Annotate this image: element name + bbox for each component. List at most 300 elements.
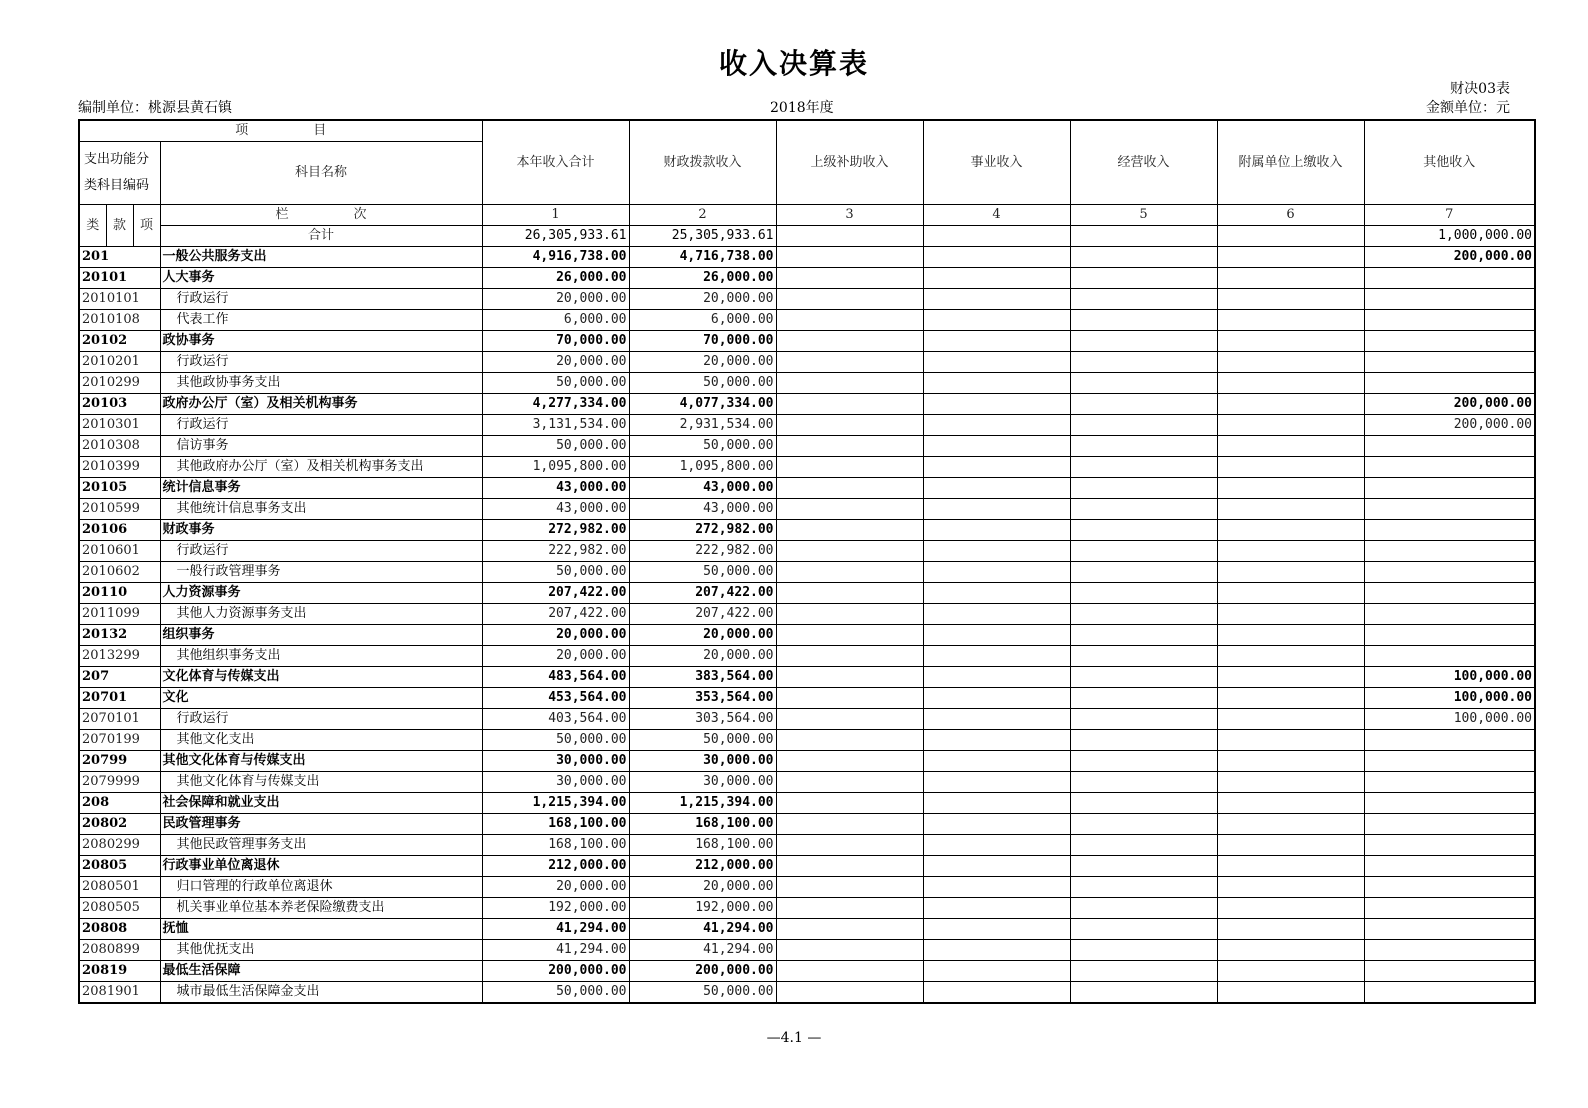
row-value (1364, 961, 1535, 982)
header-func-code-line1: 支出功能分 (84, 152, 150, 167)
row-subject-name: 其他优抚支出 (160, 940, 482, 961)
row-value: 168,100.00 (629, 814, 776, 835)
row-value (1070, 919, 1217, 940)
row-value (1364, 583, 1535, 604)
row-value (923, 352, 1070, 373)
row-value (776, 856, 923, 877)
row-value: 50,000.00 (629, 730, 776, 751)
row-subject-name: 其他政府办公厅（室）及相关机构事务支出 (160, 457, 482, 478)
row-value (1070, 646, 1217, 667)
row-value: 222,982.00 (482, 541, 629, 562)
row-value: 4,716,738.00 (629, 247, 776, 268)
row-code: 2010399 (79, 457, 160, 478)
row-value (776, 373, 923, 394)
row-value (1364, 310, 1535, 331)
row-value (1217, 583, 1364, 604)
row-value (1070, 982, 1217, 1004)
row-value (776, 562, 923, 583)
row-subject-name: 最低生活保障 (160, 961, 482, 982)
row-code: 2081901 (79, 982, 160, 1004)
header-xiang: 项 (133, 205, 160, 247)
row-value (1364, 499, 1535, 520)
row-value (1217, 667, 1364, 688)
row-value (1217, 373, 1364, 394)
row-value (1070, 541, 1217, 562)
header-col-1: 本年收入合计 (482, 120, 629, 205)
header-col-3: 上级补助收入 (776, 120, 923, 205)
row-value (776, 688, 923, 709)
row-code: 2010599 (79, 499, 160, 520)
row-code: 207 (79, 667, 160, 688)
row-value: 70,000.00 (629, 331, 776, 352)
row-code: 208 (79, 793, 160, 814)
row-value (923, 625, 1070, 646)
row-code: 2010301 (79, 415, 160, 436)
row-subject-name: 政府办公厅（室）及相关机构事务 (160, 394, 482, 415)
header-item: 项 目 (79, 120, 482, 142)
row-value: 70,000.00 (482, 331, 629, 352)
row-value: 6,000.00 (629, 310, 776, 331)
row-value (776, 499, 923, 520)
row-value (1070, 772, 1217, 793)
row-code: 201 (79, 247, 160, 268)
table-row (79, 247, 1535, 268)
row-value (923, 646, 1070, 667)
row-value (776, 268, 923, 289)
row-value: 272,982.00 (629, 520, 776, 541)
table-row (79, 373, 1535, 394)
row-value (923, 940, 1070, 961)
row-value (1217, 646, 1364, 667)
row-value: 50,000.00 (482, 730, 629, 751)
row-value (1070, 961, 1217, 982)
unit-label: 金额单位：元 (1426, 100, 1510, 116)
row-value: 20,000.00 (482, 352, 629, 373)
row-value (1364, 289, 1535, 310)
table-row (79, 499, 1535, 520)
table-row (79, 898, 1535, 919)
row-value (776, 604, 923, 625)
row-code: 2080899 (79, 940, 160, 961)
row-value (1217, 772, 1364, 793)
row-subject-name: 代表工作 (160, 310, 482, 331)
row-value: 6,000.00 (482, 310, 629, 331)
row-subject-name: 一般行政管理事务 (160, 562, 482, 583)
header-col-5: 经营收入 (1070, 120, 1217, 205)
table-row (79, 625, 1535, 646)
row-value (1070, 688, 1217, 709)
row-value: 41,294.00 (482, 919, 629, 940)
row-value (1217, 730, 1364, 751)
row-code: 2011099 (79, 604, 160, 625)
row-value (1217, 268, 1364, 289)
row-value (923, 961, 1070, 982)
row-subject-name: 文化 (160, 688, 482, 709)
row-value: 353,564.00 (629, 688, 776, 709)
row-subject-name: 其他文化体育与传媒支出 (160, 751, 482, 772)
row-value (1217, 877, 1364, 898)
row-value (1070, 268, 1217, 289)
row-value (923, 478, 1070, 499)
row-code: 20819 (79, 961, 160, 982)
row-value (923, 604, 1070, 625)
row-value (1070, 310, 1217, 331)
row-value (1217, 856, 1364, 877)
page-title: 收入决算表 (718, 47, 869, 80)
row-code: 2079999 (79, 772, 160, 793)
row-value: 168,100.00 (482, 814, 629, 835)
row-value: 20,000.00 (629, 625, 776, 646)
row-value: 30,000.00 (629, 772, 776, 793)
table-row (79, 436, 1535, 457)
row-value (1070, 709, 1217, 730)
row-value (923, 289, 1070, 310)
row-subject-name: 人力资源事务 (160, 583, 482, 604)
row-subject-name: 其他人力资源事务支出 (160, 604, 482, 625)
row-value (776, 352, 923, 373)
table-row (79, 751, 1535, 772)
row-value: 207,422.00 (482, 604, 629, 625)
row-value (776, 709, 923, 730)
row-value (1070, 625, 1217, 646)
row-value: 222,982.00 (629, 541, 776, 562)
table-row (79, 667, 1535, 688)
row-value (1364, 793, 1535, 814)
row-value (776, 751, 923, 772)
row-value (923, 856, 1070, 877)
row-value (1217, 751, 1364, 772)
row-value (1070, 289, 1217, 310)
row-code: 20110 (79, 583, 160, 604)
row-value (776, 793, 923, 814)
row-value: 20,000.00 (629, 646, 776, 667)
row-value: 483,564.00 (482, 667, 629, 688)
row-value: 4,277,334.00 (482, 394, 629, 415)
row-subject-name: 其他民政管理事务支出 (160, 835, 482, 856)
row-value (776, 541, 923, 562)
row-value (776, 667, 923, 688)
total-label: 合计 (160, 226, 482, 247)
row-value (1217, 310, 1364, 331)
row-value (776, 814, 923, 835)
row-subject-name: 组织事务 (160, 625, 482, 646)
row-value (1364, 562, 1535, 583)
table-row (79, 835, 1535, 856)
row-value: 50,000.00 (482, 373, 629, 394)
row-value (923, 709, 1070, 730)
row-value (1070, 751, 1217, 772)
row-value (776, 520, 923, 541)
row-value: 207,422.00 (482, 583, 629, 604)
row-value (1070, 667, 1217, 688)
row-value (1217, 835, 1364, 856)
row-value: 383,564.00 (629, 667, 776, 688)
header-col-num-3: 3 (776, 205, 923, 226)
table-row (79, 457, 1535, 478)
row-subject-name: 行政运行 (160, 541, 482, 562)
row-value (1364, 772, 1535, 793)
row-code: 2080501 (79, 877, 160, 898)
table-row (79, 394, 1535, 415)
row-value: 207,422.00 (629, 604, 776, 625)
total-value: 25,305,933.61 (629, 226, 776, 247)
row-value (923, 772, 1070, 793)
row-subject-name: 信访事务 (160, 436, 482, 457)
table-row (79, 583, 1535, 604)
row-code: 2010101 (79, 289, 160, 310)
row-value (1070, 352, 1217, 373)
row-value: 50,000.00 (629, 373, 776, 394)
row-value (923, 373, 1070, 394)
row-code: 20799 (79, 751, 160, 772)
income-table (78, 119, 1536, 1004)
table-row (79, 562, 1535, 583)
header-col-num-1: 1 (482, 205, 629, 226)
page-number: —4.1 — (766, 1030, 822, 1046)
row-value (1217, 898, 1364, 919)
year-label: 2018年度 (770, 100, 834, 116)
row-code: 2013299 (79, 646, 160, 667)
table-row (79, 289, 1535, 310)
row-code: 2010602 (79, 562, 160, 583)
row-value: 192,000.00 (629, 898, 776, 919)
row-value: 20,000.00 (482, 625, 629, 646)
header-col-num-5: 5 (1070, 205, 1217, 226)
row-code: 20103 (79, 394, 160, 415)
row-value (1364, 730, 1535, 751)
row-code: 20106 (79, 520, 160, 541)
row-value (776, 478, 923, 499)
table-row (79, 730, 1535, 751)
row-value: 43,000.00 (482, 478, 629, 499)
row-value: 200,000.00 (629, 961, 776, 982)
row-value (776, 289, 923, 310)
row-value (1070, 478, 1217, 499)
row-subject-name: 机关事业单位基本养老保险缴费支出 (160, 898, 482, 919)
header-col-6: 附属单位上缴收入 (1217, 120, 1364, 205)
header-column-no: 栏 次 (160, 205, 482, 226)
row-value: 43,000.00 (482, 499, 629, 520)
row-value: 200,000.00 (1364, 394, 1535, 415)
row-value (1217, 247, 1364, 268)
row-value: 200,000.00 (1364, 247, 1535, 268)
row-value (1217, 289, 1364, 310)
row-value (1217, 961, 1364, 982)
row-value (923, 247, 1070, 268)
row-code: 20105 (79, 478, 160, 499)
header-func-code-line2: 类科目编码 (84, 178, 150, 193)
total-value (1217, 226, 1364, 247)
table-row (79, 940, 1535, 961)
row-value (923, 982, 1070, 1004)
row-code: 20101 (79, 268, 160, 289)
row-value: 1,095,800.00 (482, 457, 629, 478)
row-value: 20,000.00 (629, 289, 776, 310)
table-row (79, 604, 1535, 625)
row-value (1217, 457, 1364, 478)
row-code: 20132 (79, 625, 160, 646)
row-code: 2010299 (79, 373, 160, 394)
row-subject-name: 民政管理事务 (160, 814, 482, 835)
row-value (1364, 877, 1535, 898)
row-value: 3,131,534.00 (482, 415, 629, 436)
row-value (1070, 583, 1217, 604)
row-value: 50,000.00 (629, 562, 776, 583)
row-value: 26,000.00 (629, 268, 776, 289)
header-col-num-4: 4 (923, 205, 1070, 226)
total-value (776, 226, 923, 247)
row-value: 212,000.00 (482, 856, 629, 877)
row-value (776, 436, 923, 457)
row-value (923, 562, 1070, 583)
row-value (1070, 877, 1217, 898)
row-value (923, 583, 1070, 604)
row-value (1070, 415, 1217, 436)
row-value (1070, 898, 1217, 919)
row-subject-name: 行政运行 (160, 415, 482, 436)
row-value (1070, 247, 1217, 268)
row-value: 50,000.00 (482, 436, 629, 457)
table-row (79, 415, 1535, 436)
row-value: 192,000.00 (482, 898, 629, 919)
row-value: 20,000.00 (629, 877, 776, 898)
header-func-code (79, 142, 160, 205)
row-code: 20701 (79, 688, 160, 709)
table-row (79, 310, 1535, 331)
row-value: 100,000.00 (1364, 688, 1535, 709)
row-value (776, 898, 923, 919)
row-value (1364, 436, 1535, 457)
row-value (1070, 835, 1217, 856)
row-value (1217, 709, 1364, 730)
row-value (1364, 940, 1535, 961)
row-value (1364, 604, 1535, 625)
row-value (1364, 457, 1535, 478)
row-code: 2080505 (79, 898, 160, 919)
row-value (1217, 982, 1364, 1004)
row-value: 453,564.00 (482, 688, 629, 709)
row-value (1217, 625, 1364, 646)
row-value: 272,982.00 (482, 520, 629, 541)
header-col-4: 事业收入 (923, 120, 1070, 205)
row-value (776, 394, 923, 415)
row-subject-name: 财政事务 (160, 520, 482, 541)
row-subject-name: 抚恤 (160, 919, 482, 940)
header-col-2: 财政拨款收入 (629, 120, 776, 205)
row-value (1217, 352, 1364, 373)
row-code: 2010108 (79, 310, 160, 331)
row-value (1070, 457, 1217, 478)
table-row (79, 709, 1535, 730)
table-row (79, 919, 1535, 940)
row-value (1364, 835, 1535, 856)
row-value: 20,000.00 (482, 646, 629, 667)
row-value (923, 520, 1070, 541)
row-subject-name: 社会保障和就业支出 (160, 793, 482, 814)
row-value: 20,000.00 (629, 352, 776, 373)
row-value (776, 310, 923, 331)
row-value (1217, 919, 1364, 940)
table-row (79, 856, 1535, 877)
row-subject-name: 归口管理的行政单位离退休 (160, 877, 482, 898)
row-code: 2070199 (79, 730, 160, 751)
row-value (923, 688, 1070, 709)
row-value (923, 499, 1070, 520)
row-value (923, 667, 1070, 688)
row-value (923, 919, 1070, 940)
row-value (923, 415, 1070, 436)
row-value (923, 331, 1070, 352)
row-value (1364, 646, 1535, 667)
row-value (1070, 604, 1217, 625)
table-row (79, 331, 1535, 352)
row-value: 30,000.00 (482, 772, 629, 793)
row-value: 200,000.00 (1364, 415, 1535, 436)
table-row (79, 520, 1535, 541)
row-value (923, 436, 1070, 457)
row-value (1070, 373, 1217, 394)
table-row (79, 688, 1535, 709)
row-subject-name: 其他文化支出 (160, 730, 482, 751)
row-subject-name: 城市最低生活保障金支出 (160, 982, 482, 1004)
row-value (776, 583, 923, 604)
row-value (923, 730, 1070, 751)
header-col-num-2: 2 (629, 205, 776, 226)
table-row (79, 772, 1535, 793)
row-value: 303,564.00 (629, 709, 776, 730)
row-subject-name: 其他统计信息事务支出 (160, 499, 482, 520)
row-value (1364, 478, 1535, 499)
row-code: 20805 (79, 856, 160, 877)
row-value (776, 982, 923, 1004)
row-value: 403,564.00 (482, 709, 629, 730)
row-value: 30,000.00 (482, 751, 629, 772)
row-value: 20,000.00 (482, 289, 629, 310)
row-value (923, 814, 1070, 835)
row-value (776, 331, 923, 352)
row-subject-name: 其他政协事务支出 (160, 373, 482, 394)
row-value: 212,000.00 (629, 856, 776, 877)
header-col-num-6: 6 (1217, 205, 1364, 226)
row-value (923, 877, 1070, 898)
row-value: 41,294.00 (482, 940, 629, 961)
table-row (79, 352, 1535, 373)
row-value: 168,100.00 (629, 835, 776, 856)
row-value (1364, 814, 1535, 835)
row-value (1217, 520, 1364, 541)
row-value: 4,916,738.00 (482, 247, 629, 268)
row-value (923, 268, 1070, 289)
header-kuan: 款 (106, 205, 133, 247)
row-code: 2080299 (79, 835, 160, 856)
row-value: 1,095,800.00 (629, 457, 776, 478)
row-subject-name: 政协事务 (160, 331, 482, 352)
org-label: 编制单位：桃源县黄石镇 (78, 100, 232, 116)
table-body (79, 120, 1535, 1003)
row-value: 2,931,534.00 (629, 415, 776, 436)
row-value (776, 415, 923, 436)
row-value (1070, 940, 1217, 961)
row-value: 100,000.00 (1364, 667, 1535, 688)
row-value (1364, 352, 1535, 373)
table-row (79, 982, 1535, 1004)
row-subject-name: 行政运行 (160, 289, 482, 310)
row-value (1070, 394, 1217, 415)
total-value (1070, 226, 1217, 247)
header-lei: 类 (79, 205, 106, 247)
row-code: 20102 (79, 331, 160, 352)
row-value (776, 877, 923, 898)
